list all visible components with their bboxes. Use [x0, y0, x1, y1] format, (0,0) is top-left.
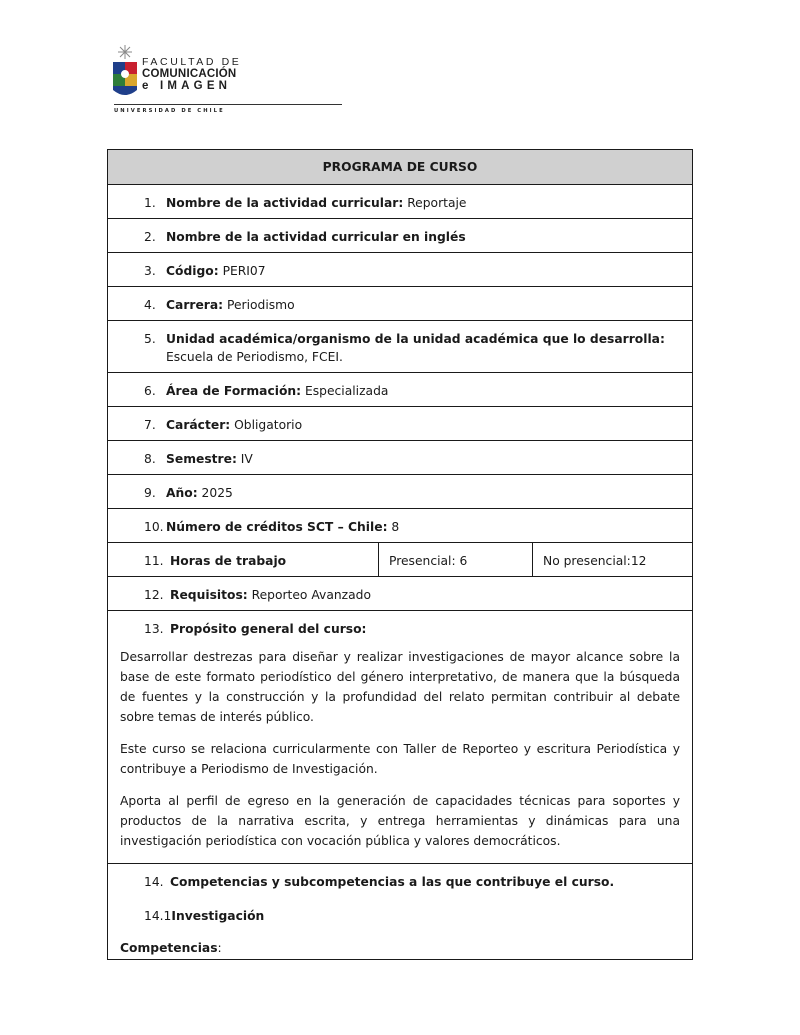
- item-row-1: [108, 185, 693, 219]
- competencias-colon: :: [217, 941, 222, 955]
- item-row-4: [108, 287, 693, 321]
- item-number: 13.: [144, 622, 164, 636]
- item-row-2: [108, 219, 693, 253]
- item-value: 2025: [197, 486, 233, 500]
- item-number: 6.: [144, 384, 156, 398]
- item-row-10: [108, 509, 693, 543]
- item-value: Escuela de Periodismo, FCEI.: [166, 350, 343, 364]
- item-number: 14.: [144, 875, 164, 889]
- purpose-paragraph: Aporta al perfil de egreso en la generación de capacidades técnicas para soportes y productos de la narrativa escrita, y entrega herramientas y dinámicas para una investigación periodística con vocación pública y valores democráticos.: [120, 794, 681, 848]
- item-value: Especializada: [301, 384, 389, 398]
- item-number: 8.: [144, 452, 156, 466]
- item-label: Semestre:: [166, 452, 237, 466]
- subsection-label: Investigación: [171, 909, 265, 923]
- item-label: Requisitos:: [170, 588, 248, 602]
- logo-divider: [114, 104, 342, 105]
- item-value: PERI07: [218, 264, 266, 278]
- item-label: Carácter:: [166, 418, 231, 432]
- item-label: Código:: [166, 264, 219, 278]
- item-row-6: [108, 373, 693, 407]
- purpose-paragraph: Este curso se relaciona curricularmente con Taller de Reporteo y escritura Periodística y contribuye a Periodismo de Investigación.: [120, 742, 681, 776]
- item-value: Reporteo Avanzado: [247, 588, 371, 602]
- item-number: 7.: [144, 418, 156, 432]
- faculty-logo: [108, 44, 248, 116]
- item-label: Nombre de la actividad curricular en inglés: [166, 230, 466, 244]
- item-label: Área de Formación:: [166, 384, 302, 398]
- item-row-12: [108, 577, 693, 611]
- hours-presencial-cell: [379, 543, 533, 577]
- item-number: 12.: [144, 588, 164, 602]
- purpose-section: [108, 611, 693, 864]
- item-number: 3.: [144, 264, 156, 278]
- item-number: 5.: [144, 332, 156, 346]
- item-label: Nombre de la actividad curricular:: [166, 196, 404, 210]
- hours-label-cell: [108, 543, 379, 577]
- competencies-label: Competencias y subcompetencias a las que contribuye el curso.: [170, 875, 615, 889]
- item-number: 4.: [144, 298, 156, 312]
- item-number: 2.: [144, 230, 156, 244]
- subsection-number: 14.1: [144, 909, 172, 923]
- course-program-table: [107, 149, 693, 960]
- logo-line-facultad: FACULTAD DE: [142, 56, 242, 68]
- hours-label: Horas de trabajo: [170, 554, 287, 568]
- item-value: Obligatorio: [230, 418, 303, 432]
- item-number: 11.: [144, 554, 164, 568]
- table-title: PROGRAMA DE CURSO: [108, 150, 693, 185]
- competencias-heading: Competencias: [120, 941, 218, 955]
- item-label: Número de créditos SCT – Chile:: [166, 520, 388, 534]
- item-value: Periodismo: [223, 298, 295, 312]
- logo-university-name: UNIVERSIDAD DE CHILE: [114, 108, 225, 114]
- item-row-8: [108, 441, 693, 475]
- hours-presencial: Presencial: 6: [389, 554, 468, 568]
- purpose-label: Propósito general del curso:: [170, 622, 367, 636]
- competencies-section: [108, 864, 693, 960]
- logo-line-comunicacion: COMUNICACIÓN: [142, 68, 237, 80]
- purpose-paragraph: Desarrollar destrezas para diseñar y realizar investigaciones de mayor alcance sobre la base de este formato periodístico del género interpretativo, de manera que la búsqueda de fuentes y la construcción y la profundidad del relato permitan contribuir al debate sobre temas de interés público.: [120, 650, 681, 724]
- logo-line-imagen: e IMAGEN: [142, 80, 232, 92]
- item-value: IV: [236, 452, 253, 466]
- item-row-7: [108, 407, 693, 441]
- item-label: Año:: [166, 486, 198, 500]
- hours-no-presencial-cell: [533, 543, 693, 577]
- item-number: 1.: [144, 196, 156, 210]
- item-row-9: [108, 475, 693, 509]
- item-label: Carrera:: [166, 298, 224, 312]
- item-row-3: [108, 253, 693, 287]
- item-label: Unidad académica/organismo de la unidad académica que lo desarrolla:: [166, 332, 665, 346]
- item-value: 8: [387, 520, 400, 534]
- item-row-5: [108, 321, 693, 373]
- university-seal-icon: [108, 44, 142, 106]
- item-value: Reportaje: [403, 196, 467, 210]
- hours-no-presencial: No presencial:12: [543, 554, 647, 568]
- item-number: 10.: [144, 520, 164, 534]
- item-number: 9.: [144, 486, 156, 500]
